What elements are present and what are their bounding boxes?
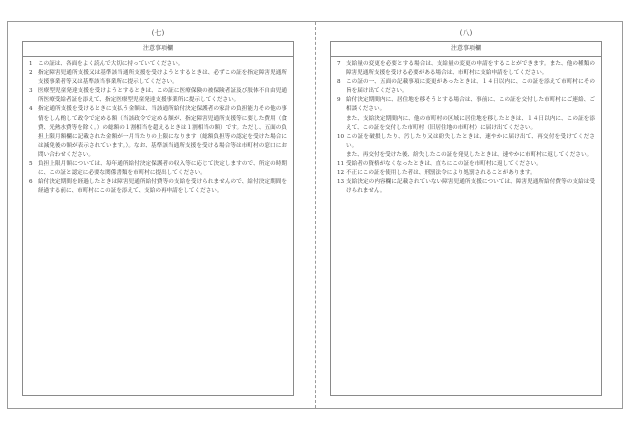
notice-item [337, 96, 595, 114]
notice-item [337, 78, 595, 96]
item-text: この証は、各面をよく読んで大切に持っていてください。 [38, 61, 184, 67]
item-number: 2 [29, 70, 33, 77]
item-text: 負担上限月額については、毎年通所給付決定保護者の収入等に応じて決定しますので、所定の時期に、この証と認定に必要な関係書類を市町村に提出してください。 [38, 161, 287, 177]
item-text: この証を破損したり、汚したり又は紛失したときは、速やかに届け出て、再交付を受けてください。 [346, 133, 595, 149]
item-text: 指定通所支援を受けるときに支払う金額は、当該通所給付決定保護者の家計の負担能力その他の事情をしん酌して政令で定める額（当該政令で定める額が、指定障害児通所支援等に要した費用（食費、光熱水費等を除く。）の総額の１割相当を超えるときは１割相当の額）です。ただし、五面の負担上限月額欄に記載された金額が一月当たりの上限になります（総額負担等の認定を受けた場合には減免後の額が表示されています。）。なお、基準該当通所支援を受ける場合等は市町村の窓口にお問い合わせください。 [38, 106, 287, 158]
notice-item [337, 133, 595, 151]
right-page [316, 22, 616, 408]
notice-item [337, 169, 595, 178]
notice-box [330, 41, 602, 396]
item-text: また、再交付を受けた後、紛失したこの証を発見したときは、速やかに市町村に返してください。 [346, 151, 593, 158]
item-number: 5 [29, 161, 33, 168]
notice-list [23, 57, 293, 196]
left-page [8, 22, 308, 408]
item-number [337, 115, 346, 133]
item-text: 給付決定期間を経過したときは障害児通所給付費等の支給を受けられませんので、給付決定期間を経過する前に、市町村にこの証を添えて、支給の再申請をしてください。 [38, 179, 287, 195]
item-number: 1 [29, 61, 33, 67]
notice-heading: 注意事項欄 [331, 42, 601, 57]
notice-item [29, 160, 287, 178]
page-number: (八) [459, 29, 473, 37]
item-number: 4 [29, 106, 33, 113]
item-text: 給付決定期間内に、居住地を移そうとする場合は、事前に、この証を交付した市町村にご連絡、ご相談ください。 [346, 97, 595, 113]
notice-item [337, 151, 595, 160]
page-number: (七) [151, 29, 165, 37]
item-number: 6 [29, 179, 33, 186]
notice-item [29, 60, 287, 69]
item-text: また、支給決定期間内に、他の市町村の区域に居住地を移したときは、１４日以内に、この証を添えて、この証を交付した市町村（旧居住地の市町村）に届け出てください。 [346, 115, 595, 131]
item-text: 支給決定の内容欄に記載されていない障害児通所支援については、障害児通所給付費等の支給は受けられません。 [346, 179, 595, 195]
item-number: 13 [337, 179, 345, 186]
item-number: 10 [337, 133, 345, 140]
item-number: 9 [337, 97, 341, 104]
item-number: 12 [337, 170, 345, 177]
notice-heading: 注意事項欄 [23, 42, 293, 57]
notice-list [331, 57, 601, 196]
notice-item [29, 87, 287, 105]
notice-item [337, 160, 595, 169]
notice-item [337, 178, 595, 196]
notice-item [337, 115, 595, 133]
item-number [337, 151, 346, 160]
item-number: 11 [337, 161, 345, 168]
item-text: 不正にこの証を使用した者は、刑罰法令により処罰されることがあります。 [346, 170, 536, 177]
notice-item [29, 69, 287, 87]
item-text: 指定障害児通所支援又は基準該当通所支援を受けようとするときは、必ずこの証を指定障害児通所支援事業者等又は基準該当事業所に提示してください。 [38, 70, 287, 86]
item-text: 医療型児童発達支援を受けようとするときは、この証に医療保険の被保険者証及び肢体不自由児通所医療受給者証を添えて、指定医療型児童発達支援事業所に提示してください。 [38, 88, 287, 104]
item-number: 7 [337, 61, 341, 67]
notice-box [22, 41, 294, 396]
notice-item [337, 60, 595, 78]
item-text: 受給者の資格がなくなったときは、直ちにこの証を市町村に返してください。 [346, 161, 542, 168]
item-number: 8 [337, 79, 341, 86]
item-text: この証の一、五面の記載事項に変更があったときは、１４日以内に、この証を添えて市町村にその旨を届け出てください。 [346, 79, 595, 95]
item-text: 支給量の変更を必要とする場合は、支給量の変更の申請をすることができます。また、他の種類の障害児通所支援を受ける必要がある場合は、市町村に支給申請をしてください。 [346, 61, 595, 77]
notice-item [29, 105, 287, 160]
item-number: 3 [29, 88, 33, 95]
document-sheet [7, 21, 623, 409]
notice-item [29, 178, 287, 196]
